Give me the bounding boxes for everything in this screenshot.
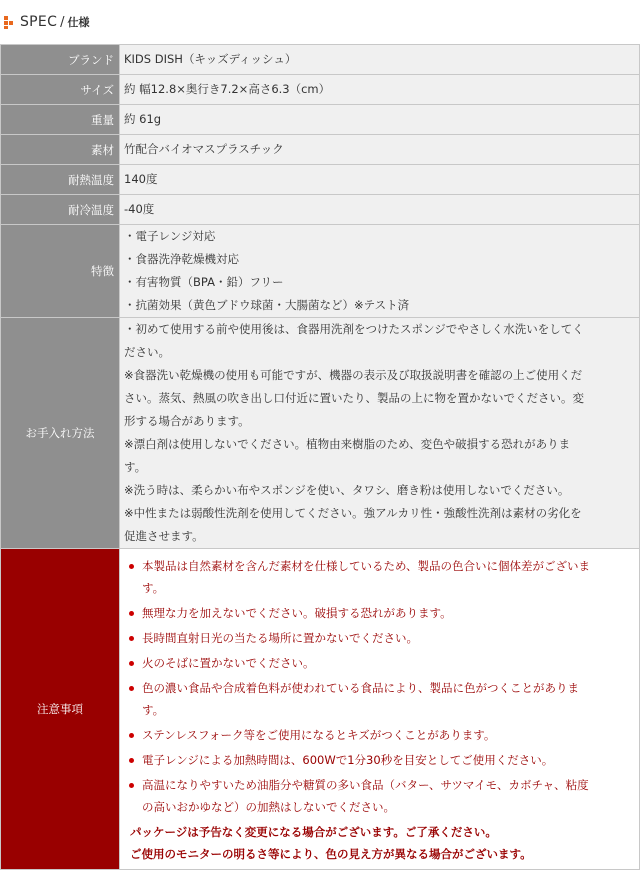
feature-item: ・電子レンジ対応	[124, 229, 216, 243]
caution-item: 無理な力を加えないでください。破損する恐れがあります。	[124, 602, 633, 624]
feature-item: ・食器洗浄乾燥機対応	[124, 252, 239, 266]
title-separator: /	[60, 14, 65, 30]
row-value: KIDS DISH（キッズディッシュ）	[120, 45, 640, 75]
row-label: 注意事項	[1, 549, 120, 870]
notice-monitor: ご使用のモニターの明るさ等により、色の見え方が異なる場合がございます。	[130, 847, 532, 861]
bullet-dot-icon	[129, 733, 134, 738]
row-features	[1, 225, 640, 318]
spec-subtitle: 仕様	[67, 16, 90, 29]
care-line: 促進させます。	[124, 529, 204, 543]
care-line: ・初めて使用する前や使用後は、食器用洗剤をつけたスポンジでやさしく水洗いをしてく	[124, 322, 584, 336]
spec-header	[0, 0, 640, 44]
row-label: サイズ	[1, 75, 120, 105]
care-line: ※洗う時は、柔らかい布やスポンジを使い、タワシ、磨き粉は使用しないでください。	[124, 483, 570, 497]
features-list	[120, 225, 640, 318]
row-value: -40度	[120, 195, 640, 225]
row-label: 特徴	[1, 225, 120, 318]
spec-table	[0, 44, 640, 870]
bullet-dot-icon	[129, 661, 134, 666]
row-label: 耐冷温度	[1, 195, 120, 225]
row-label: お手入れ方法	[1, 318, 120, 549]
feature-item: ・抗菌効果（黄色ブドウ球菌・大腸菌など）※テスト済	[124, 298, 410, 312]
feature-item: ・有害物質（BPA・鉛）フリー	[124, 275, 284, 289]
caution-item: 長時間直射日光の当たる場所に置かないでください。	[124, 627, 633, 649]
row-value: 約 幅12.8×奥行き7.2×高さ6.3（cm）	[120, 75, 640, 105]
row-cautions	[1, 549, 640, 870]
row-value: 約 61g	[120, 105, 640, 135]
bullet-dot-icon	[129, 783, 134, 788]
care-line: ※中性または弱酸性洗剤を使用してください。強アルカリ性・強酸性洗剤は素材の劣化を	[124, 506, 582, 520]
care-line: ※食器洗い乾燥機の使用も可能ですが、機器の表示及び取扱説明書を確認の上ご使用くだ	[124, 368, 583, 382]
care-line: ※漂白剤は使用しないでください。植物由来樹脂のため、変色や破損する恐れがありま	[124, 437, 571, 451]
row-brand	[1, 45, 640, 75]
row-care	[1, 318, 640, 549]
caution-item: 色の濃い食品や合成着色料が使われている食品により、製品に色がつくことがありま す。	[124, 677, 633, 721]
notice-package: パッケージは予告なく変更になる場合がございます。ご了承ください。	[130, 825, 497, 839]
row-label: 耐熱温度	[1, 165, 120, 195]
care-line: ださい。	[124, 345, 170, 359]
cautions-content	[120, 549, 640, 870]
row-label: 重量	[1, 105, 120, 135]
spec-title: SPEC	[20, 14, 58, 30]
row-value: 竹配合バイオマスプラスチック	[120, 135, 640, 165]
bullet-dot-icon	[129, 636, 134, 641]
row-material	[1, 135, 640, 165]
care-line: す。	[124, 460, 147, 474]
row-weight	[1, 105, 640, 135]
caution-list	[124, 555, 633, 818]
caution-item: 本製品は自然素材を含んだ素材を仕様しているため、製品の色合いに個体差がございま す。	[124, 555, 633, 599]
care-line: さい。蒸気、熱風の吹き出し口付近に置いたり、製品の上に物を置かないでください。変	[124, 391, 584, 405]
row-heat-resistance	[1, 165, 640, 195]
orange-squares-icon	[4, 15, 16, 29]
bullet-dot-icon	[129, 686, 134, 691]
row-size	[1, 75, 640, 105]
row-cold-resistance	[1, 195, 640, 225]
row-label: 素材	[1, 135, 120, 165]
bullet-dot-icon	[129, 611, 134, 616]
row-label: ブランド	[1, 45, 120, 75]
caution-item: 高温になりやすいため油脂分や糖質の多い食品（バター、サツマイモ、カボチャ、粘度 の高いおかゆなど）の加熱はしないでください。	[124, 774, 633, 818]
bullet-dot-icon	[129, 758, 134, 763]
caution-item: ステンレスフォーク等をご使用になるとキズがつくことがあります。	[124, 724, 633, 746]
caution-item: 火のそばに置かないでください。	[124, 652, 633, 674]
row-value: 140度	[120, 165, 640, 195]
bullet-dot-icon	[129, 564, 134, 569]
care-text	[120, 318, 640, 549]
caution-item: 電子レンジによる加熱時間は、600Wで1分30秒を目安としてご使用ください。	[124, 749, 633, 771]
care-line: 形する場合があります。	[124, 414, 250, 428]
